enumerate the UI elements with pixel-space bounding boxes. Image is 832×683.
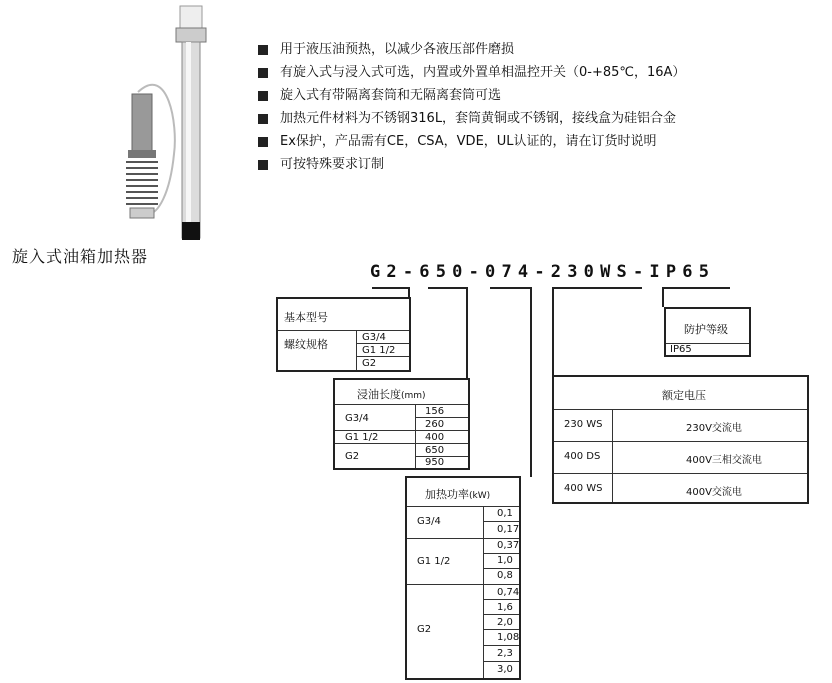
heating-power-title: 加热功率 xyxy=(425,488,469,501)
feature-item: 旋入式有带隔离套筒和无隔离套筒可选 xyxy=(258,86,685,109)
feature-item: 可按特殊要求订制 xyxy=(258,155,685,178)
connector-line xyxy=(372,287,410,289)
voltage-box: 额定电压 230 WS 230V交流电 400 DS 400V三相交流电 400 WS 400V交流电 xyxy=(552,375,809,504)
bullet-square-icon xyxy=(258,137,268,147)
immersion-length-title: 浸油长度 xyxy=(357,388,401,401)
protection-title: 防护等级 xyxy=(684,323,728,336)
connector-line xyxy=(662,287,730,289)
feature-item: 加热元件材料为不锈钢316L，套筒黄铜或不锈钢，接线盒为硅铝合金 xyxy=(258,109,685,132)
bullet-square-icon xyxy=(258,114,268,124)
basic-type-title: 基本型号 xyxy=(284,311,328,324)
feature-item: 用于液压油预热，以减少各液压部件磨损 xyxy=(258,40,685,63)
protection-value: IP65 xyxy=(670,344,692,355)
feature-item: 有旋入式与浸入式可选，内置或外置单相温控开关（0-+85℃，16A） xyxy=(258,63,685,86)
model-code: G2-650-074-230WS-IP65 xyxy=(370,262,716,282)
bullet-square-icon xyxy=(258,91,268,101)
product-image xyxy=(118,4,218,244)
basic-type-box: 基本型号 螺纹规格 G3/4 G1 1/2 G2 xyxy=(276,297,411,372)
bullet-square-icon xyxy=(258,68,268,78)
heating-power-box: 加热功率(kW) G3/4 0,1 0,17 G1 1/2 0,37 1,0 0,8 G2 0,74 1,6 2,0 1,08 2,3 3,0 xyxy=(405,476,521,680)
connector-line xyxy=(408,287,410,297)
connector-line xyxy=(552,287,554,375)
voltage-title: 额定电压 xyxy=(662,389,706,402)
connector-line xyxy=(490,287,532,289)
thread-spec-label: 螺纹规格 xyxy=(284,338,328,351)
connector-line xyxy=(466,287,468,380)
bullet-square-icon xyxy=(258,160,268,170)
connector-line xyxy=(662,287,664,307)
connector-line xyxy=(530,287,532,477)
connector-line xyxy=(552,287,642,289)
product-caption: 旋入式油箱加热器 xyxy=(12,247,149,266)
feature-item: Ex保护，产品需有CE，CSA，VDE，UL认证的，请在订货时说明 xyxy=(258,132,685,155)
bullet-square-icon xyxy=(258,45,268,55)
connector-line xyxy=(428,287,468,289)
protection-box xyxy=(664,307,751,357)
feature-list xyxy=(258,40,685,178)
immersion-length-box: 浸油长度(mm) G3/4 156 260 G1 1/2 400 G2 650 950 xyxy=(333,378,470,470)
